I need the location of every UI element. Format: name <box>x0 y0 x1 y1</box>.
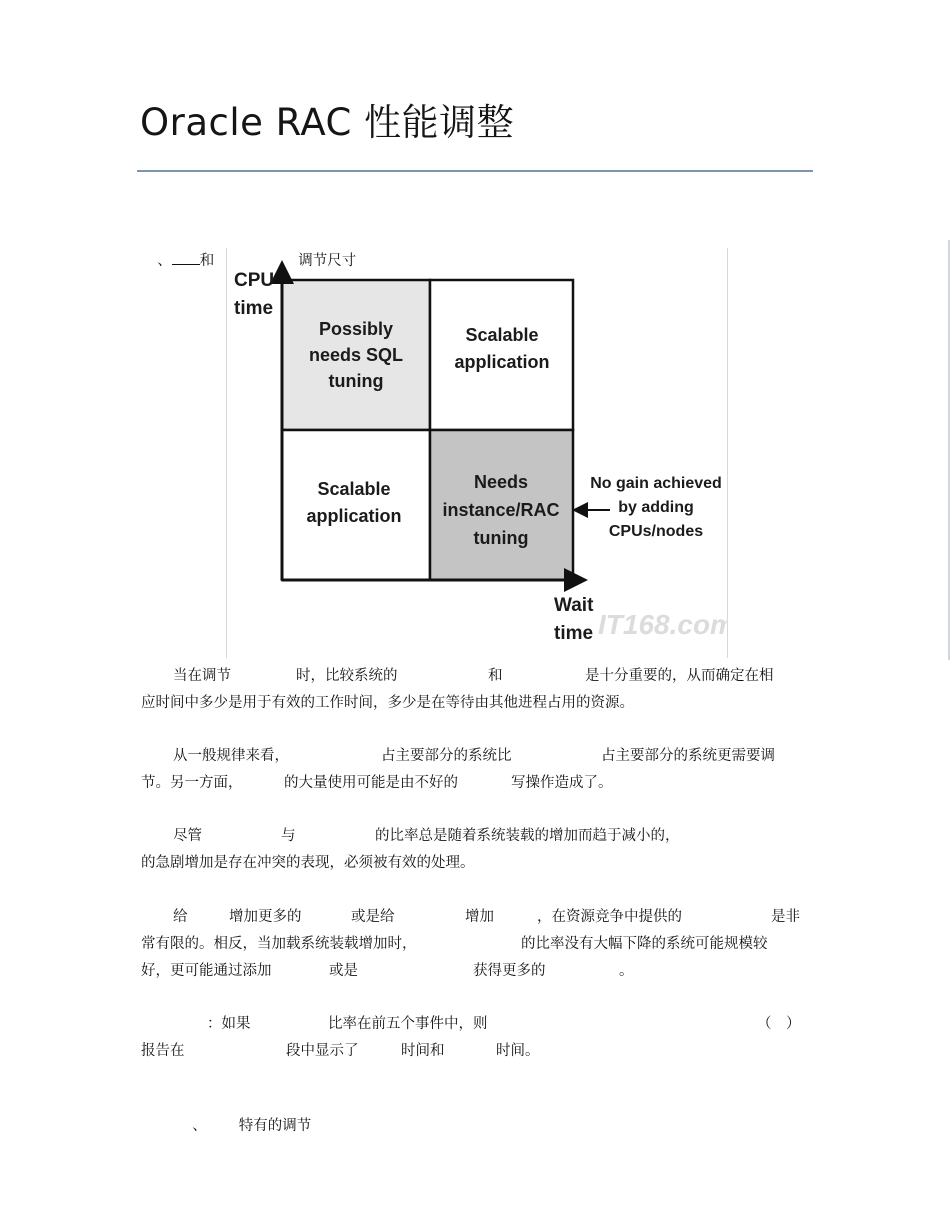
quadrant-bottom-left <box>282 430 430 580</box>
paragraph-line <box>141 961 811 981</box>
text-fragment: 应时间中多少是用于有效的工作时间，多少是在等待由其他进程占用的资源。 <box>141 695 634 711</box>
text-fragment: 与 <box>281 828 296 844</box>
top-right-line-2: application <box>454 352 550 372</box>
paragraph-line <box>141 1014 811 1034</box>
text-fragment: （ ） <box>757 1016 801 1032</box>
text-fragment: ：如果 <box>207 1016 251 1032</box>
text-fragment: 写操作造成了。 <box>511 775 613 791</box>
document-title: Oracle RAC 性能调整 <box>140 101 515 144</box>
heading-1-suffix: 调节尺寸 <box>298 253 357 269</box>
text-fragment: 节。另一方面， <box>141 775 243 791</box>
paragraph-line <box>141 1041 811 1061</box>
heading-1-prefix: 、 <box>157 253 172 269</box>
bottom-left-line-1: Scalable <box>317 479 391 499</box>
side-note-line-1: No gain achieved <box>590 475 722 492</box>
bottom-right-line-2: instance/RAC <box>442 500 560 520</box>
title-divider <box>137 170 813 172</box>
text-fragment: 或是给 <box>351 909 395 925</box>
text-fragment: 占主要部分的系统比 <box>381 748 512 764</box>
text-fragment: 或是 <box>329 963 358 979</box>
y-axis-label-line-2: time <box>234 298 274 319</box>
paragraph-line <box>141 693 811 713</box>
heading-1-blank <box>172 250 200 265</box>
text-fragment: 获得更多的 <box>473 963 546 979</box>
text-fragment: 比率在前五个事件中，则 <box>328 1016 488 1032</box>
text-fragment: 时间和 <box>401 1043 445 1059</box>
paragraph-line <box>141 907 811 927</box>
text-fragment: 当在调节 <box>173 668 231 684</box>
text-fragment: 的急剧增加是存在冲突的表现，必须被有效的处理。 <box>141 855 475 871</box>
text-fragment: 是非 <box>771 909 800 925</box>
top-left-line-3: tuning <box>328 371 384 391</box>
bottom-left-line-2: application <box>306 506 402 526</box>
side-note-line-3: CPUs/nodes <box>608 523 704 540</box>
text-fragment: 占主要部分的系统更需要调 <box>601 748 775 764</box>
paragraph-line <box>141 746 811 766</box>
figure-left-border <box>226 248 227 658</box>
text-fragment: 增加更多的 <box>229 909 302 925</box>
watermark: IT168.com <box>598 609 728 640</box>
heading-2-suffix: 特有的调节 <box>238 1118 312 1134</box>
text-fragment: 尽管 <box>173 828 202 844</box>
x-axis-label-line-2: time <box>554 623 594 644</box>
text-fragment: 从一般规律来看， <box>173 748 289 764</box>
heading-2-prefix: 、 <box>192 1118 207 1134</box>
text-fragment: 的比率没有大幅下降的系统可能规模较 <box>521 936 768 952</box>
paragraph-line <box>141 666 811 686</box>
quadrant-figure <box>228 258 728 658</box>
paragraph-line <box>141 934 811 954</box>
bottom-right-line-1: Needs <box>473 472 529 492</box>
text-fragment: 报告在 <box>141 1043 185 1059</box>
heading-1-mid: 和 <box>199 253 215 269</box>
quadrant-diagram <box>228 258 728 658</box>
paragraph-line <box>141 773 811 793</box>
x-axis-label-line-1: Wait <box>554 595 594 616</box>
text-fragment: 是十分重要的，从而确定在相 <box>585 668 774 684</box>
text-fragment: 给 <box>173 909 188 925</box>
top-left-line-1: Possibly <box>318 319 394 339</box>
text-fragment: ，在资源竞争中提供的 <box>537 909 682 925</box>
text-fragment: 和 <box>488 668 503 684</box>
paragraph-line <box>141 826 811 846</box>
text-fragment: 增加 <box>465 909 494 925</box>
text-fragment: 的大量使用可能是由不好的 <box>284 775 458 791</box>
text-fragment: 常有限的。相反，当加载系统装载增加时， <box>141 936 417 952</box>
bottom-right-line-3: tuning <box>473 528 529 548</box>
text-fragment: 好，更可能通过添加 <box>141 963 272 979</box>
heading-2 <box>183 1096 311 1136</box>
top-right-line-1: Scalable <box>465 325 539 345</box>
paragraph-line <box>141 853 811 873</box>
text-fragment: 段中显示了 <box>286 1043 359 1059</box>
text-fragment: 的比率总是随着系统装载的增加而趋于减小的， <box>375 828 680 844</box>
top-left-line-2: needs SQL <box>308 345 404 365</box>
text-fragment: 时，比较系统的 <box>296 668 398 684</box>
side-note-line-2: by adding <box>618 499 694 516</box>
y-axis-label-line-1: CPU <box>234 270 275 291</box>
text-fragment: 。 <box>619 963 634 979</box>
text-fragment: 时间。 <box>496 1043 540 1059</box>
